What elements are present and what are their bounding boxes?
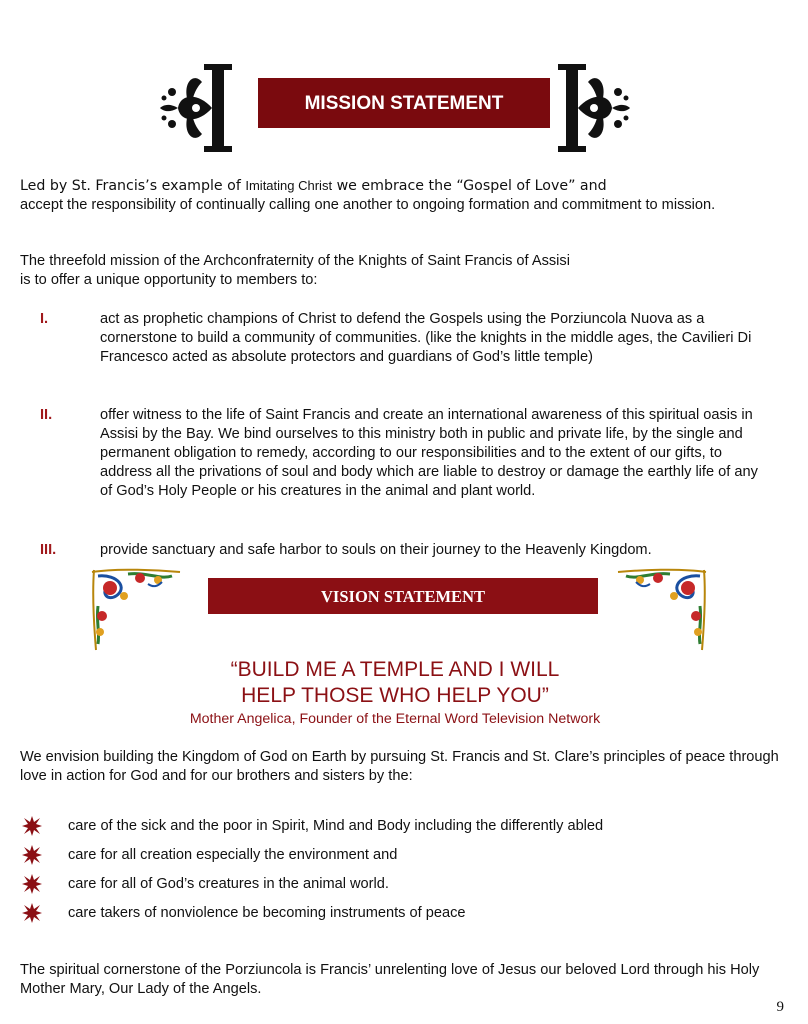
vision-quote-line-2: HELP THOSE WHO HELP YOU” <box>241 684 549 707</box>
mission-intro-lead-end: we embrace the “Gospel of Love” and <box>332 178 607 194</box>
bullet-text: care takers of nonviolence be becoming instruments of peace <box>68 905 466 921</box>
mission-statement-banner: MISSION STATEMENT <box>258 78 550 128</box>
mission-intro-rest: accept the responsibility of continually calling one another to ongoing formation and commitment to mission. <box>20 197 716 213</box>
floral-corner-left-icon <box>88 566 184 654</box>
bullet-text: care for all of God’s creatures in the animal world. <box>68 876 389 892</box>
floral-corner-right-icon <box>614 566 710 654</box>
mission-intro-emphasis: Imitating Christ <box>245 178 333 193</box>
mission-intro-lead: Led by St. Francis’s example of <box>20 178 246 194</box>
mission-item-numeral: I. <box>40 311 49 327</box>
vision-quote-line-1: “BUILD ME A TEMPLE AND I WILL <box>230 658 560 681</box>
fleur-flourish-left-icon <box>158 62 238 154</box>
star-bullet-icon <box>22 903 42 923</box>
page-number: 9 <box>776 999 784 1015</box>
star-bullet-icon <box>22 874 42 894</box>
bullet-text: care of the sick and the poor in Spirit, Mind and Body including the differently abled <box>68 818 604 834</box>
vision-intro: We envision building the Kingdom of God on Earth by pursuing St. Francis and St. Clare’s principles of peace through love in action for God and for our brothers and sisters by the: <box>20 749 779 784</box>
mission-item-numeral: III. <box>40 542 57 558</box>
vision-quote-attribution: Mother Angelica, Founder of the Eternal Word Television Network <box>189 711 601 727</box>
star-bullet-icon <box>22 816 42 836</box>
closing-paragraph: The spiritual cornerstone of the Porziuncola is Francis’ unrelenting love of Jesus our beloved Lord through his Holy Mother Mary, Our Lady of the Angels. <box>20 962 760 997</box>
mission-item-text: offer witness to the life of Saint Francis and create an international awareness of this spiritual oasis in Assisi by the Bay. We bind ourselves to this ministry both in public and private life, by the single and permanent obligation to remedy, according to our responsibilities and to the extent of our gifts, to address all the privations of soul and body which are liable to destroy or damage the earthly life of any of God’s Holy People or his creatures in the animal and plant world. <box>100 407 758 499</box>
bullet-text: care for all creation especially the environment and <box>68 847 398 863</box>
star-bullet-icon <box>22 845 42 865</box>
vision-statement-banner: VISION STATEMENT <box>208 578 598 614</box>
mission-item-text: provide sanctuary and safe harbor to souls on their journey to the Heavenly Kingdom. <box>100 542 652 558</box>
fleur-flourish-right-icon <box>552 62 632 154</box>
mission-intro <box>20 176 780 215</box>
threefold-mission-text: The threefold mission of the Archconfraternity of the Knights of Saint Francis of Assisi is to offer a unique opportunity to members to: <box>20 253 570 288</box>
mission-item-text: act as prophetic champions of Christ to defend the Gospels using the Porziuncola Nuova as a cornerstone to build a community of communities. (like the knights in the middle ages, the Cavilieri Di Francesco acted as absolute protectors and guardians of God’s little temple) <box>100 311 752 365</box>
mission-item-numeral: II. <box>40 407 53 423</box>
